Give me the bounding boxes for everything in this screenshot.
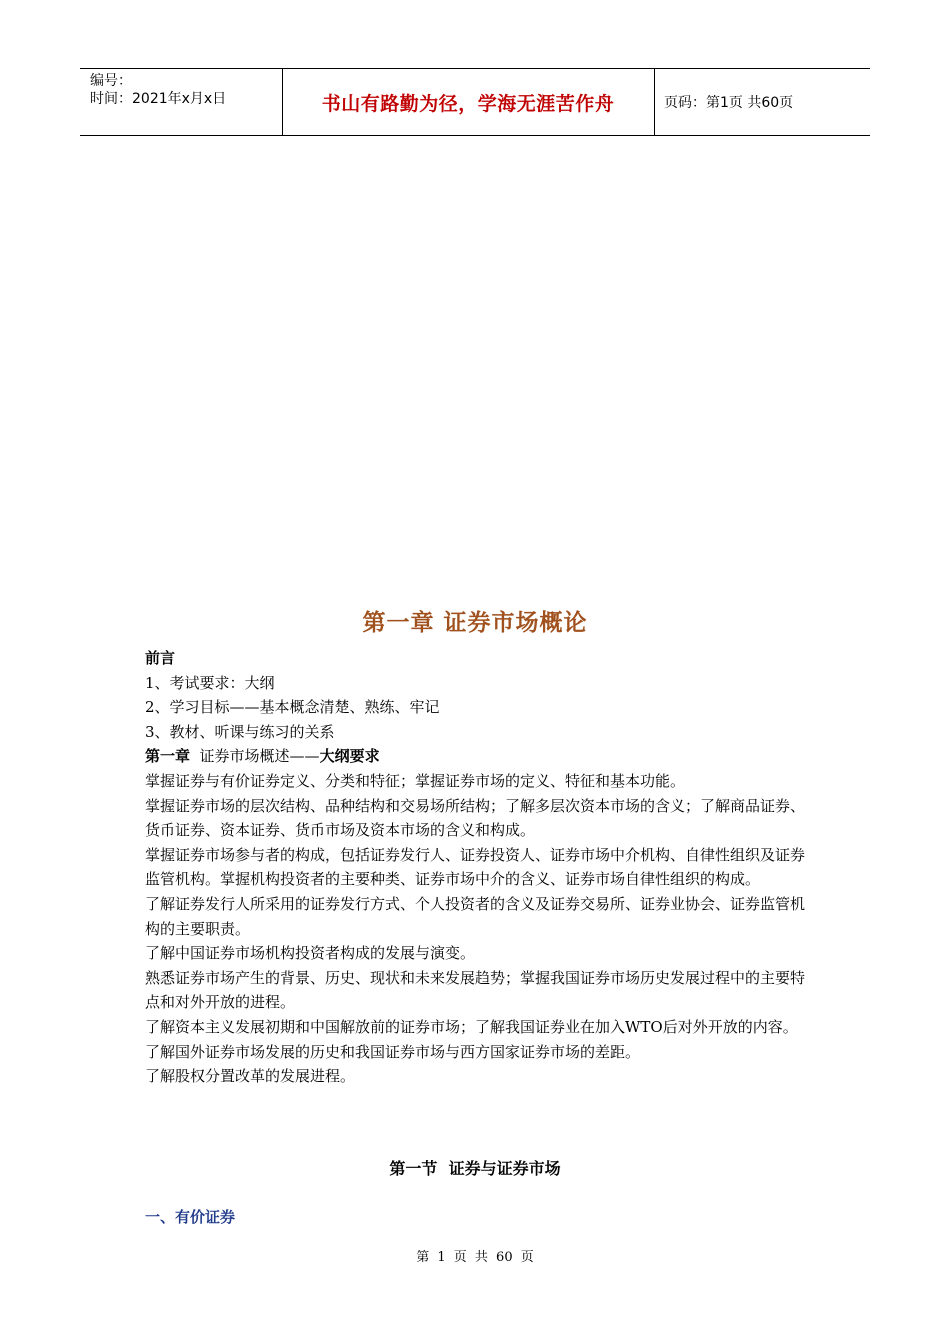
syllabus-heading-topic: 证券市场概述—— — [190, 747, 320, 766]
header-page-label: 页码：第1页 共60页 — [664, 95, 794, 111]
header-number-label: 编号： — [90, 73, 132, 89]
syllabus-heading-chapter: 第一章 — [145, 747, 191, 766]
syllabus-paragraph: 了解国外证券市场发展的历史和我国证券市场与西方国家证券市场的差距。 — [145, 1042, 641, 1061]
header-meta — [90, 72, 226, 108]
document-body — [145, 646, 810, 1089]
header-divider-right — [654, 68, 655, 136]
syllabus-heading-requirements: 大纲要求 — [319, 747, 380, 766]
syllabus-paragraph: 了解中国证券市场机构投资者构成的发展与演变。 — [145, 944, 476, 963]
header-motto: 书山有路勤为径，学海无涯苦作舟 — [321, 92, 615, 115]
syllabus-paragraph: 熟悉证券市场产生的背景、历史、现状和未来发展趋势；掌握我国证券市场历史发展过程中的主要特点和对外开放的进程。 — [145, 968, 806, 1012]
syllabus-heading — [145, 744, 810, 769]
preface-item: 2、学习目标——基本概念清楚、熟练、牢记 — [145, 698, 440, 717]
subsection-title: 一、有价证券 — [145, 1208, 236, 1226]
section-title: 第一节 证券与证券市场 — [389, 1159, 561, 1178]
page-footer: 第 1 页 共 60 页 — [416, 1250, 534, 1265]
syllabus-paragraph: 了解证券发行人所采用的证券发行方式、个人投资者的含义及证券交易所、证券业协会、证券监管机构的主要职责。 — [145, 894, 806, 938]
syllabus-paragraph: 了解资本主义发展初期和中国解放前的证券市场；了解我国证券业在加入WTO后对外开放的内容。 — [145, 1017, 798, 1036]
preface-item: 1、考试要求：大纲 — [145, 673, 275, 692]
syllabus-paragraph: 掌握证券市场参与者的构成，包括证券发行人、证券投资人、证券市场中介机构、自律性组织及证券监管机构。掌握机构投资者的主要种类、证券市场中介的含义、证券市场自律性组织的构成。 — [145, 845, 806, 889]
syllabus-paragraph: 掌握证券与有价证券定义、分类和特征；掌握证券市场的定义、特征和基本功能。 — [145, 771, 686, 790]
preface-heading: 前言 — [145, 649, 176, 667]
syllabus-paragraph: 了解股权分置改革的发展进程。 — [145, 1067, 356, 1086]
header-date-label: 时间：2021年x月x日 — [90, 91, 227, 107]
chapter-title: 第一章 证券市场概论 — [362, 609, 588, 636]
syllabus-paragraph: 掌握证券市场的层次结构、品种结构和交易场所结构；了解多层次资本市场的含义；了解商品证券、货币证券、资本证券、货币市场及资本市场的含义和构成。 — [145, 796, 806, 840]
preface-item: 3、教材、听课与练习的关系 — [145, 722, 335, 741]
